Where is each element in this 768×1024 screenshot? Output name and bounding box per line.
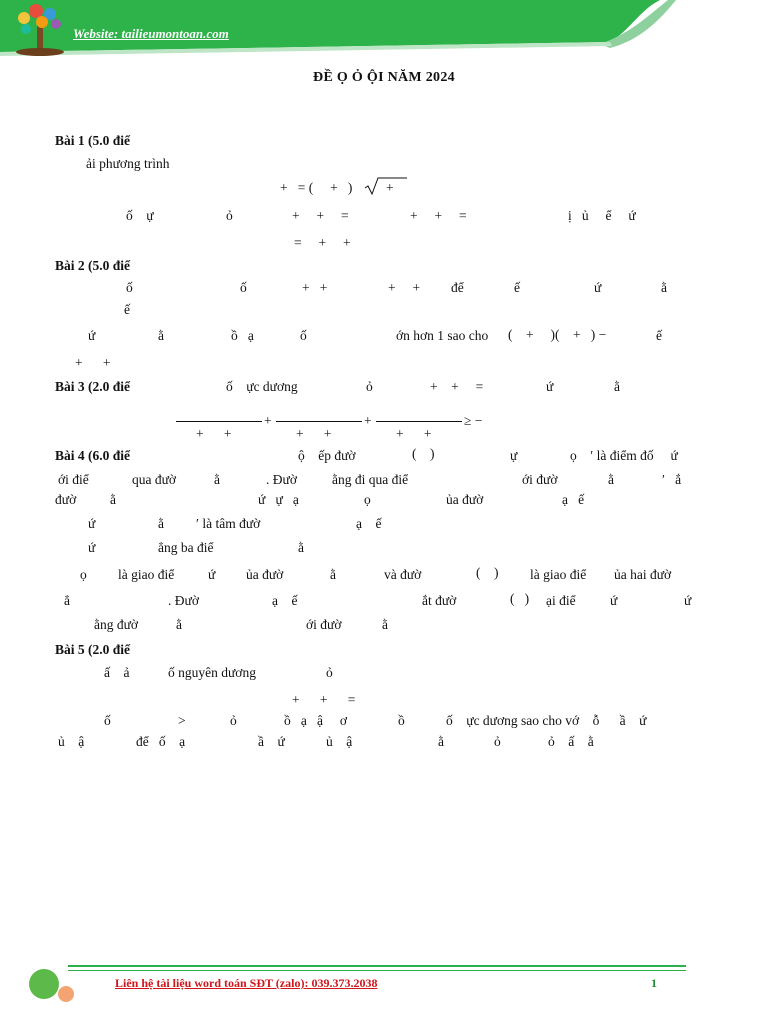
bai3-denominator-1: + + bbox=[196, 426, 232, 441]
bai5-line2-f: ố ực dương sao cho vớ ỗ ầ ứ bbox=[446, 713, 647, 728]
fraction-bar-3 bbox=[376, 421, 462, 422]
bai4-line7-g: ứ bbox=[610, 593, 618, 608]
bai3-line1-d: ứ bbox=[546, 379, 554, 394]
bai4-line6-g: ( ) bbox=[476, 565, 499, 580]
bai4-line7-e: ( ) bbox=[510, 591, 530, 606]
bai2-line3-d: ố bbox=[300, 328, 307, 343]
bai2-line1-f: ế bbox=[514, 280, 520, 295]
bai2-line1-a: ố bbox=[126, 280, 133, 295]
bai5-line1-b: ố nguyên dương bbox=[168, 665, 256, 680]
bai4-line7-a: ẳ bbox=[64, 593, 70, 608]
bai5-heading: Bài 5 (2.0 điể bbox=[55, 642, 131, 657]
page-header bbox=[0, 0, 768, 60]
bai4-line1-d: ọ ′ là điểm đố ứ bbox=[570, 448, 678, 463]
bai1-line2-e: ị ủ ể ứ bbox=[568, 208, 636, 223]
bai3-plus-2: + bbox=[364, 413, 372, 428]
bai2-line1-c: + + bbox=[302, 280, 328, 295]
bai1-line1: ải phương trình bbox=[86, 156, 170, 171]
bai4-line6-f: và đườ bbox=[384, 567, 422, 582]
bai4-line6-d: ủa đườ bbox=[246, 567, 284, 582]
bai2-line1-h: ằ bbox=[661, 280, 667, 295]
bai4-line8-b: ằ bbox=[176, 617, 182, 632]
bai4-line7-d: ắt đườ bbox=[422, 593, 457, 608]
bai4-line6-a: ọ bbox=[80, 567, 87, 582]
bai5-line2-d: ồ ạ ậ ơ bbox=[284, 713, 347, 728]
bai1-equation-radicand: + bbox=[386, 180, 394, 195]
bai4-line2-h: ′ ắ bbox=[662, 472, 682, 487]
bai4-line6-i: ủa hai đườ bbox=[614, 567, 672, 582]
bai4-line5-c: ằ bbox=[298, 540, 304, 555]
bai1-equation: + = ( + ) bbox=[280, 180, 353, 195]
bai4-line3-a: đườ bbox=[55, 492, 77, 507]
bai2-line3-c: ồ ạ bbox=[231, 328, 254, 343]
bai4-line8-d: ằ bbox=[382, 617, 388, 632]
bai4-line3-e: ủa đườ bbox=[446, 492, 484, 507]
bai4-line5-b: ẳng ba điể bbox=[158, 540, 214, 555]
footer-divider-top bbox=[68, 965, 686, 967]
bai5-equation: + + = bbox=[292, 692, 356, 707]
bai4-line5-a: ứ bbox=[88, 540, 96, 555]
bai5-line3-e: ằ bbox=[438, 734, 444, 749]
bai3-line1-a: ố ực dương bbox=[226, 379, 298, 394]
bai4-line6-e: ằ bbox=[330, 567, 336, 582]
bai5-line2-e: ồ bbox=[398, 713, 405, 728]
bai4-line8-a: ằng đườ bbox=[94, 617, 139, 632]
website-link[interactable]: Website: tailieumontoan.com bbox=[73, 26, 229, 41]
fraction-bar-2 bbox=[276, 421, 362, 422]
bai2-line3-a: ứ bbox=[88, 328, 96, 343]
bai3-line1-e: ằ bbox=[614, 379, 620, 394]
bai4-line4-c: ′ là tâm đườ bbox=[196, 516, 261, 531]
bai4-line3-c: ứ ự ạ bbox=[258, 492, 299, 507]
bai3-geq: ≥ − bbox=[464, 413, 483, 428]
bai4-line1-b: ( ) bbox=[412, 446, 435, 461]
bai3-line1-b: ỏ bbox=[366, 379, 373, 394]
bai4-line7-b: . Đườ bbox=[168, 593, 199, 608]
footer-divider-bottom bbox=[68, 970, 686, 971]
bai5-line3-f: ỏ bbox=[494, 734, 501, 749]
bai2-line1-e: để bbox=[451, 280, 464, 295]
bai4-line1-c: ự bbox=[510, 448, 518, 463]
bai5-line1-c: ỏ bbox=[326, 665, 333, 680]
bai1-line2-b: ỏ bbox=[226, 208, 233, 223]
bai2-line1-g: ứ bbox=[594, 280, 602, 295]
exam-title: ĐỀ Ọ Ỏ ỘI NĂM 2024 bbox=[313, 70, 455, 85]
bai4-line2-a: ới điể bbox=[58, 472, 89, 487]
bai4-line8-c: ới đườ bbox=[306, 617, 342, 632]
bai2-line4: + + bbox=[75, 355, 111, 370]
bai5-line3-a: ủ ậ bbox=[58, 734, 85, 749]
bai1-line2-d: + + = bbox=[410, 208, 467, 223]
bai1-heading: Bài 1 (5.0 điể bbox=[55, 133, 131, 148]
bai4-line7-h: ứ bbox=[684, 593, 692, 608]
bai2-line3-e: ớn hơn 1 sao cho bbox=[396, 328, 489, 343]
bai4-line3-d: ọ bbox=[364, 492, 371, 507]
bai5-line2-b: > bbox=[178, 713, 186, 728]
bai3-line1-c: + + = bbox=[430, 379, 484, 394]
bai3-denominator-2: + + bbox=[296, 426, 332, 441]
bai2-line3-f: ( + )( + ) − bbox=[508, 327, 607, 342]
bai4-line4-b: ằ bbox=[158, 516, 164, 531]
tree-logo-icon bbox=[6, 2, 76, 58]
page-number: 1 bbox=[651, 976, 657, 990]
bai4-line6-c: ứ bbox=[208, 567, 216, 582]
bai2-line1-b: ố bbox=[240, 280, 247, 295]
bai5-line2-a: ố bbox=[104, 713, 111, 728]
bai4-line4-d: ạ ế bbox=[356, 516, 382, 531]
bai2-line2: ế bbox=[124, 302, 130, 317]
bai3-heading: Bài 3 (2.0 điể bbox=[55, 379, 131, 394]
bai5-line1-a: ấ ả bbox=[104, 665, 130, 680]
bai5-line3-g: ỏ ấ ằ bbox=[548, 734, 594, 749]
bai4-line7-f: ại điể bbox=[546, 593, 576, 608]
bai4-line2-f: ới đườ bbox=[522, 472, 558, 487]
bai5-line3-c: ầ ứ bbox=[258, 734, 285, 749]
bai2-line3-b: ằ bbox=[158, 328, 164, 343]
bai4-line7-c: ạ ế bbox=[272, 593, 298, 608]
bai4-line2-g: ằ bbox=[608, 472, 614, 487]
bai4-line2-e: ằng đi qua điể bbox=[332, 472, 409, 487]
footer-contact: Liên hệ tài liệu word toán SĐT (zalo): 039.373.2038 bbox=[115, 976, 378, 990]
fraction-bar-1 bbox=[176, 421, 262, 422]
bai3-plus-1: + bbox=[264, 413, 272, 428]
bai4-line3-f: ạ ế bbox=[562, 492, 585, 507]
bai1-line3: = + + bbox=[294, 235, 351, 250]
bai4-line2-d: . Đườ bbox=[266, 472, 297, 487]
bai4-line2-b: qua đườ bbox=[132, 472, 177, 487]
bai3-denominator-3: + + bbox=[396, 426, 432, 441]
bai5-line3-b: để ố ạ bbox=[136, 734, 186, 749]
bai4-line6-b: là giao điể bbox=[118, 567, 175, 582]
bai4-line3-b: ằ bbox=[110, 492, 116, 507]
bai2-line3-g: ế bbox=[656, 328, 662, 343]
bai1-line2-c: + + = bbox=[292, 208, 349, 223]
bai2-line1-d: + + bbox=[388, 280, 421, 295]
bai4-line1-a: ộ ếp đườ bbox=[298, 448, 356, 463]
bai2-heading: Bài 2 (5.0 điể bbox=[55, 258, 131, 273]
bai4-heading: Bài 4 (6.0 điể bbox=[55, 448, 131, 463]
bai4-line6-h: là giao điể bbox=[530, 567, 587, 582]
bai1-line2-a: ố ự bbox=[126, 208, 154, 223]
bai5-line2-c: ỏ bbox=[230, 713, 237, 728]
bai4-line2-c: ằ bbox=[214, 472, 220, 487]
bai5-line3-d: ủ ậ bbox=[326, 734, 353, 749]
bai4-line4-a: ứ bbox=[88, 516, 96, 531]
footer-circles-icon bbox=[26, 966, 80, 1006]
